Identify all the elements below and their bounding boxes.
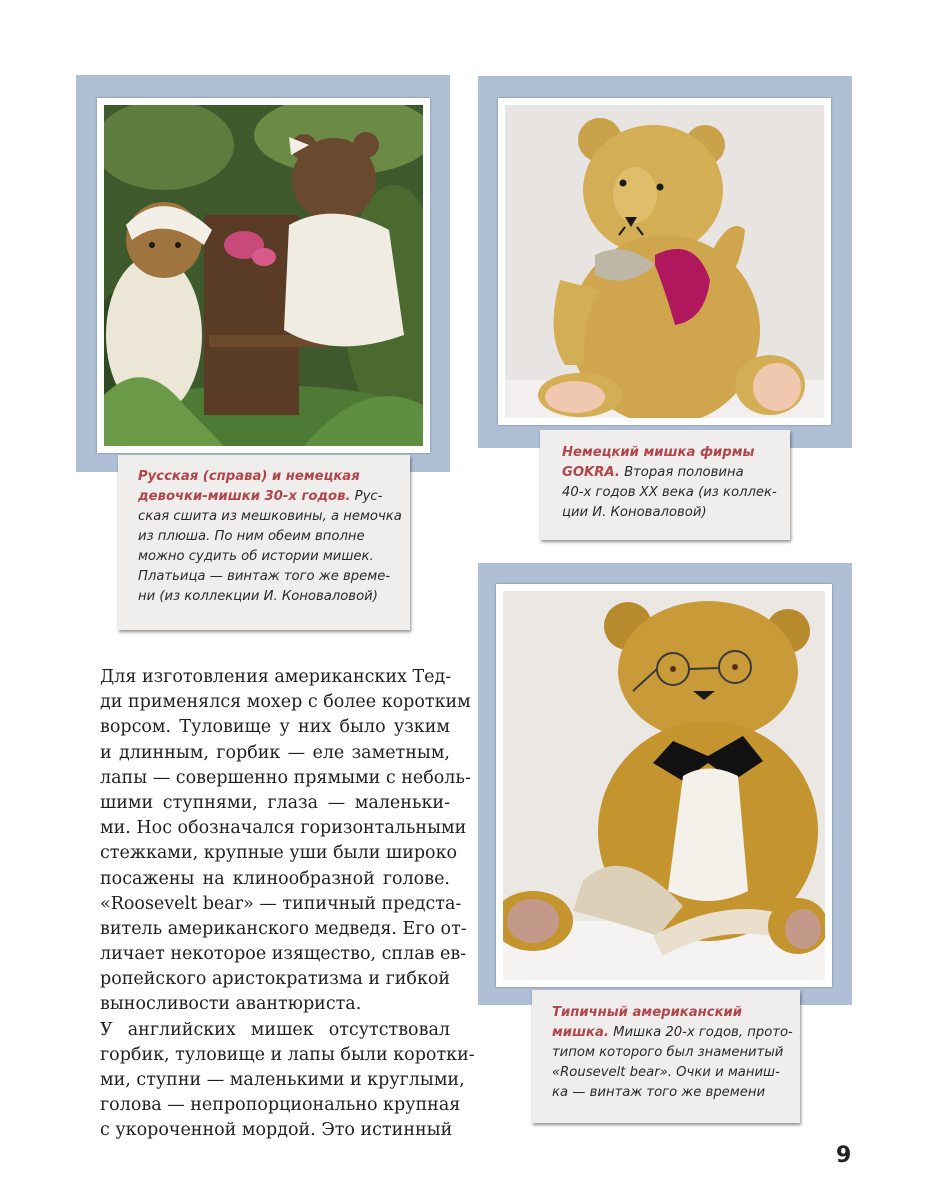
body-text [100,665,475,1144]
body-line: ропейского аристократизма и гибкой [100,969,451,990]
body-line: посажены на клинообразной голове. [100,868,450,889]
photo-russian-german-bears [97,98,430,453]
caption-text: Рус- [350,489,383,504]
caption-gokra [540,430,790,540]
caption-line: можно судить об истории мишек. [138,549,374,564]
caption-lead-line: девочки-мишки 30-х годов. [138,489,351,504]
caption-lead-line: Русская (справа) и немецкая [138,469,360,484]
caption-line: ская сшита из мешковины, а немочка [138,509,402,524]
body-line: стежками, крупные уши были широко [100,843,458,864]
body-line: ворсом. Туловище у них было узким [100,717,450,738]
body-line: горбик, туловище и лапы были коротки- [100,1044,475,1065]
caption-line: «Rousevelt bear». Очки и маниш- [552,1065,780,1080]
caption-text: Вторая половина [619,465,744,480]
body-line: выносливости авантюриста. [100,994,362,1015]
caption-line: Платьица — винтаж того же време- [138,569,391,584]
body-line: Для изготовления американских Тед- [100,667,452,687]
body-line: с укороченной мордой. Это истинный [100,1120,453,1141]
caption-line: из плюша. По ним обеим вполне [138,529,365,544]
caption-line: ка — винтаж того же времени [552,1085,766,1100]
body-line: «Roosevelt bear» — типичный предста- [100,893,462,914]
photo-american-bear [496,584,832,987]
caption-line: ни (из коллекции И. Коноваловой) [138,589,378,604]
photo-gokra-bear [498,98,831,425]
caption-text: Мишка 20-х годов, прото- [608,1025,793,1040]
body-line: ми. Нос обозначался горизонтальными [100,818,467,839]
body-line: голова — непропорционально крупная [100,1095,461,1116]
caption-american [532,990,800,1123]
caption-lead-line: Типичный американский [552,1005,743,1020]
page-number: 9 [836,1143,852,1168]
body-line: витель американского медведя. Его от- [100,918,467,939]
caption-lead-line: Немецкий мишка фирмы [562,445,755,460]
body-line: шими ступнями, глаза — маленьки- [100,792,450,813]
body-line: и длинным, горбик — еле заметным, [100,742,450,763]
body-line: личает некоторое изящество, сплав ев- [100,944,467,965]
caption-line: типом которого был знаменитый [552,1045,784,1060]
body-line: лапы — совершенно прямыми с неболь- [100,767,471,788]
caption-russian-german [118,455,410,630]
caption-line: ции И. Коноваловой) [562,505,707,520]
body-line: У английских мишек отсутствовал [100,1019,450,1040]
caption-lead-line: мишка. [552,1025,609,1040]
body-line: ди применялся мохер с более коротким [100,692,471,713]
caption-line: 40-х годов XX века (из коллек- [562,485,777,500]
body-line: ми, ступни — маленькими и круглыми, [100,1070,465,1090]
caption-lead-line: GOKRA. [562,465,620,480]
